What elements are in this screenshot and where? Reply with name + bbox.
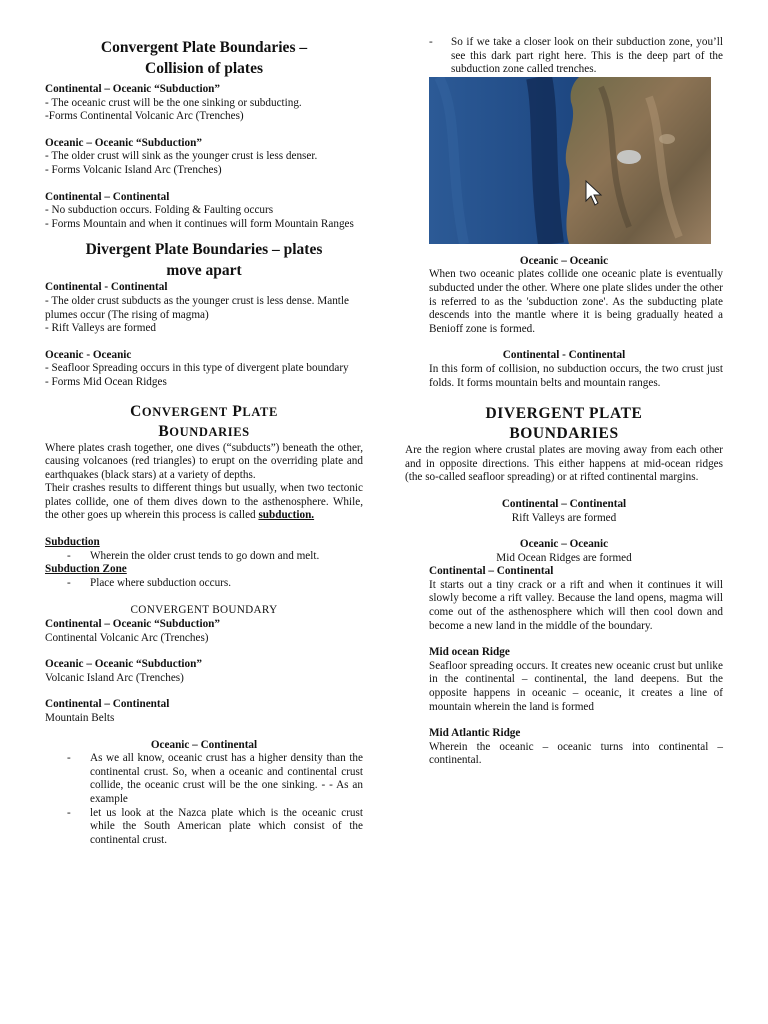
list-item: - Place where subduction occurs. bbox=[67, 576, 232, 589]
text-cb-cont-cont: Mountain Belts bbox=[45, 712, 115, 724]
title-divergent-apart: Divergent Plate Boundaries – plates move apart bbox=[85, 241, 323, 279]
text-cb-cont-oceanic: Continental Volcanic Arc (Trenches) bbox=[45, 631, 209, 644]
text-d-cont-cont-2: It starts out a tiny crack or a rift and when it continues it will slowly become a rift valley. Because the land opens, magma will come out of the asthenosphere which will then cool down and become a new land in the middle of the boundary. bbox=[429, 578, 723, 632]
heading-oceanic-oceanic: Oceanic – Oceanic “Subduction” bbox=[45, 136, 202, 149]
text-div-cont-cont-2: - Rift Valleys are formed bbox=[45, 322, 157, 335]
heading-cb-cont-cont: Continental – Continental bbox=[45, 698, 170, 711]
text-cb-oceanic-oceanic: Volcanic Island Arc (Trenches) bbox=[45, 671, 184, 684]
heading-r-oceanic-oceanic: Oceanic – Oceanic bbox=[519, 254, 609, 267]
text-mid-atlantic-ridge: Wherein the oceanic – oceanic turns into continental – continental. bbox=[429, 740, 723, 767]
heading-mid-atlantic-ridge: Mid Atlantic Ridge bbox=[429, 727, 521, 740]
text-divergent-intro: Are the region where crustal plates are moving away from each other and in opposite directions. This either happens at mid-ocean ridges (the so-called seafloor spreading) or at rifted continental margins. bbox=[405, 444, 723, 484]
heading-div-cont-cont: Continental - Continental bbox=[45, 281, 168, 294]
text-cont-oceanic-1: - The oceanic crust will be the one sinking or subducting. bbox=[45, 96, 302, 109]
text-d-oceanic-oceanic: Mid Ocean Ridges are formed bbox=[496, 551, 632, 564]
heading-d-cont-cont-2: Continental – Continental bbox=[429, 565, 554, 578]
text-mid-ocean-ridge: Seafloor spreading occurs. It creates new oceanic crust but unlike in the continental – continental, the land deepens. But the opposite happens in oceanic – oceanic, it creates a line of mountain wherein the land is formed bbox=[429, 659, 723, 713]
text-div-oceanic-1: - Seafloor Spreading occurs in this type of divergent plate boundary bbox=[45, 362, 349, 375]
text-cont-oceanic-2: -Forms Continental Volcanic Arc (Trenches) bbox=[45, 110, 244, 123]
text-div-oceanic-2: - Forms Mid Ocean Ridges bbox=[45, 375, 167, 388]
heading-d-cont-cont: Continental – Continental bbox=[501, 497, 627, 510]
heading-oceanic-continental: Oceanic – Continental bbox=[150, 738, 258, 751]
title-divergent-plate-boundaries: DIVERGENT PLATE BOUNDARIES bbox=[485, 405, 643, 443]
text-cont-cont-2: - Forms Mountain and when it continues will form Mountain Ranges bbox=[45, 217, 354, 230]
left-column bbox=[45, 0, 363, 847]
title-convergent-collision: Convergent Plate Boundaries – Collision of plates bbox=[100, 39, 308, 77]
conv-paragraph-2: Their crashes results to different things but usually, when two tectonic plates collide, one of them dives down to the asthenosphere. While, the other goes up wherein this process is called subduction. bbox=[45, 482, 363, 522]
text-oceanic-oceanic-2: - Forms Volcanic Island Arc (Trenches) bbox=[45, 163, 222, 176]
list-item: - Wherein the older crust tends to go down and melt. bbox=[67, 549, 320, 562]
heading-subduction: Subduction bbox=[45, 536, 100, 549]
heading-subduction-zone: Subduction Zone bbox=[45, 563, 127, 576]
text-d-cont-cont: Rift Valleys are formed bbox=[511, 511, 617, 524]
conv-paragraph-1: Where plates crash together, one dives (“subducts”) beneath the other, causing volcanoes (red triangles) to erupt on the overriding plate and earthquakes (black stars) at a variety of depths. bbox=[45, 441, 363, 481]
satellite-image bbox=[429, 77, 711, 244]
heading-cont-oceanic: Continental – Oceanic “Subduction” bbox=[45, 83, 220, 95]
heading-div-oceanic: Oceanic - Oceanic bbox=[45, 348, 132, 361]
heading-cont-cont: Continental – Continental bbox=[45, 190, 170, 203]
list-item: - let us look at the Nazca plate which is the oceanic crust while the South American plate which consist of the continental crust. bbox=[67, 806, 363, 846]
right-column bbox=[405, 0, 723, 768]
trench-satellite-map bbox=[429, 77, 711, 244]
text-r-cont-cont: In this form of collision, no subduction occurs, the two crust just folds. It forms mountain belts and mountain ranges. bbox=[429, 362, 723, 389]
heading-r-cont-cont: Continental - Continental bbox=[502, 349, 626, 362]
heading-d-oceanic-oceanic: Oceanic – Oceanic bbox=[519, 538, 609, 551]
heading-cb-oceanic-oceanic: Oceanic – Oceanic “Subduction” bbox=[45, 658, 202, 671]
text-r-oceanic-oceanic: When two oceanic plates collide one oceanic plate is eventually subducted under the other. Where one plate slides under the other is referred to as the 'subduction zone'. As the subducting plate descends into the mantle where it is being gradually heated a Benioff zone is formed. bbox=[429, 268, 723, 335]
heading-mid-ocean-ridge: Mid ocean Ridge bbox=[429, 646, 510, 659]
list-item: - As we all know, oceanic crust has a higher density than the continental crust. So, when a oceanic and continental crust collide, the oceanic crust will be the one sinking. - - As an example bbox=[67, 752, 363, 805]
list-item: - So if we take a closer look on their subduction zone, you’ll see this dark part right here. This is the deep part of the subduction zone called trenches. bbox=[429, 36, 723, 76]
text-cont-cont-1: - No subduction occurs. Folding & Faulting occurs bbox=[45, 204, 274, 217]
heading-convergent-boundary: CONVERGENT BOUNDARY bbox=[130, 604, 278, 617]
text-oceanic-oceanic-1: - The older crust will sink as the younger crust is less denser. bbox=[45, 150, 318, 163]
text-div-cont-cont-1: - The older crust subducts as the younger crust is less dense. Mantle plumes occur (The rising of magma) bbox=[45, 294, 349, 321]
heading-cb-cont-oceanic: Continental – Oceanic “Subduction” bbox=[45, 618, 220, 631]
title-convergent-plate-boundaries: CONVERGENT PLATE BOUNDARIES bbox=[130, 402, 278, 440]
